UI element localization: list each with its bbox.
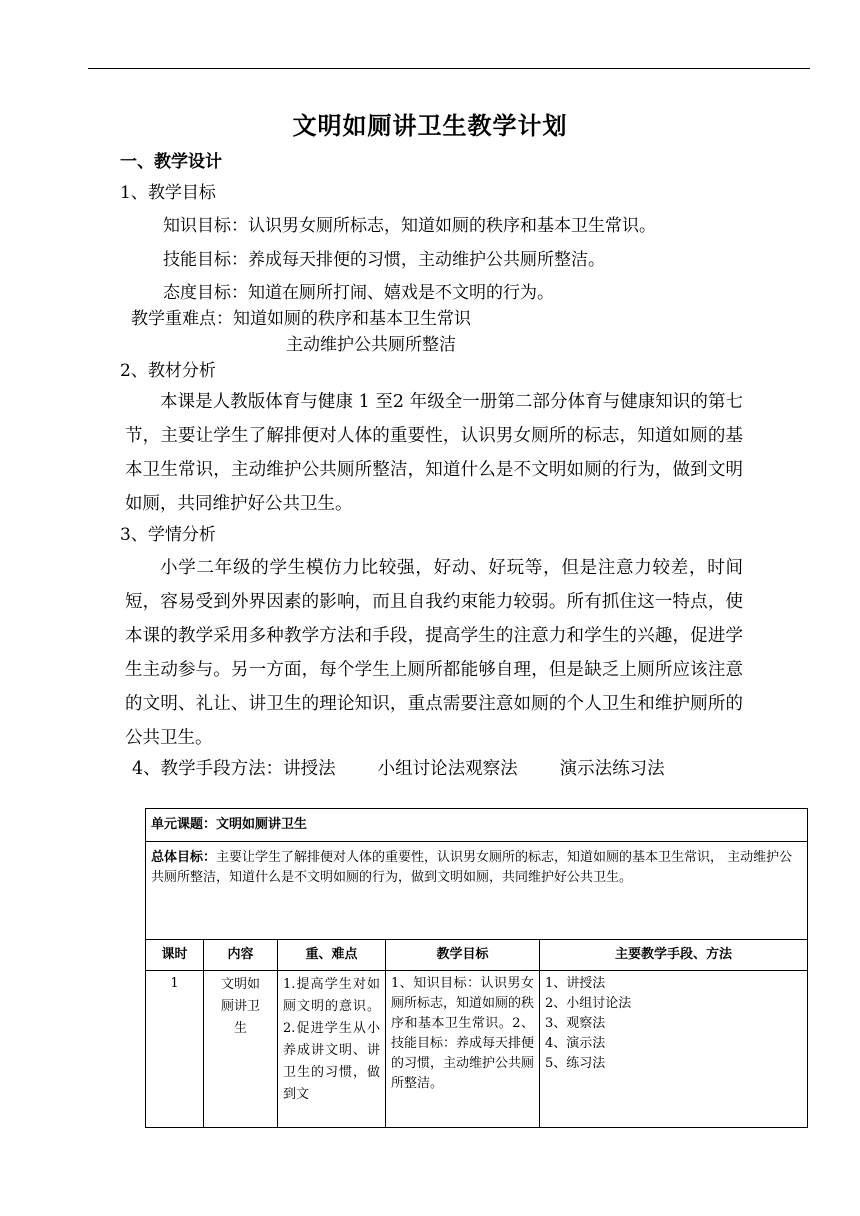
- goal-skill: 技能目标：养成每天排便的习惯，主动维护公共厕所整洁。: [163, 250, 605, 270]
- unit-plan-table: [145, 808, 808, 1128]
- teaching-methods-line: [132, 757, 665, 781]
- row-lesson: 1: [146, 971, 204, 1128]
- unit-title-cell: 单元课题：文明如厕讲卫生: [146, 809, 808, 842]
- row-difficulty: 1.提高学生对如厕文明的意识。2.促进学生从小养成讲文明、讲卫生的习惯，做到文: [278, 971, 386, 1128]
- header-goals: 教学目标: [386, 940, 540, 971]
- page-title: 文明如厕讲卫生教学计划: [292, 111, 568, 140]
- key-points-line1: 教学重难点：知道如厕的秩序和基本卫生常识: [131, 309, 471, 329]
- goal-attitude: 态度目标：知道在厕所打闹、嬉戏是不文明的行为。: [163, 283, 554, 303]
- row-goals: 1、知识目标：认识男女厕所标志，知道如厕的秩序和基本卫生常识。2、技能目标：养成每天排便的习惯，主动维护公共厕所整洁。: [386, 971, 540, 1128]
- header-rule: [88, 68, 810, 69]
- header-lesson: 课时: [146, 940, 204, 971]
- overall-goal-label: 总体目标：: [151, 850, 217, 865]
- method-item: 1、讲授法: [545, 976, 606, 991]
- methods-part3: 演示法练习法: [559, 759, 665, 779]
- material-analysis-paragraph: 本课是人教版体育与健康 1 至2 年级全一册第二部分体育与健康知识的第七节，主要让学生了解排便对人体的重要性，认识男女厕所的标志，知道如厕的基本卫生常识，主动维护公共厕所整洁，知道什么是不文明如厕的行为，做到文明如厕，共同维护好公共卫生。: [125, 392, 743, 514]
- goal-knowledge: 知识目标：认识男女厕所标志，知道如厕的秩序和基本卫生常识。: [163, 216, 656, 236]
- heading-student-analysis: 3、学情分析: [120, 525, 216, 545]
- heading-material-analysis: 2、教材分析: [120, 361, 216, 381]
- method-item: 3、观察法: [545, 1016, 606, 1031]
- overall-goal-cell: [146, 842, 808, 940]
- header-content: 内容: [204, 940, 278, 971]
- row-content: 文明如厕讲卫生: [204, 971, 278, 1128]
- method-item: 5、练习法: [545, 1056, 606, 1071]
- row-methods: [540, 971, 808, 1128]
- header-methods: 主要教学手段、方法: [540, 940, 808, 971]
- methods-part2: 小组讨论法观察法: [377, 759, 518, 779]
- overall-goal-text: 主要让学生了解排便对人体的重要性，认识男女厕所的标志，知道如厕的基本卫生常识， 主动维护公共厕所整洁，知道什么是不文明如厕的行为，做到文明如厕，共同维护好公共卫生。: [151, 850, 793, 885]
- key-points-line2: 主动维护公共厕所整洁: [286, 335, 456, 355]
- heading-teaching-goals: 1、教学目标: [120, 183, 216, 203]
- method-item: 2、小组讨论法: [545, 996, 632, 1011]
- student-analysis-paragraph: 小学二年级的学生模仿力比较强，好动、好玩等，但是注意力较差，时间短，容易受到外界因素的影响，而且自我约束能力较弱。所有抓住这一特点，使本课的教学采用多种教学方法和手段，提高学生的注意力和学生的兴趣，促进学生主动参与。另一方面，每个学生上厕所都能够自理，但是缺乏上厕所应该注意的文明、礼让、讲卫生的理论知识，重点需要注意如厕的个人卫生和维护厕所的公共卫生。: [125, 558, 743, 748]
- header-difficulty: 重、难点: [278, 940, 386, 971]
- method-item: 4、演示法: [545, 1036, 606, 1051]
- methods-part1: 4、教学手段方法：讲授法: [132, 759, 336, 779]
- section-teaching-design: 一、教学设计: [120, 152, 222, 172]
